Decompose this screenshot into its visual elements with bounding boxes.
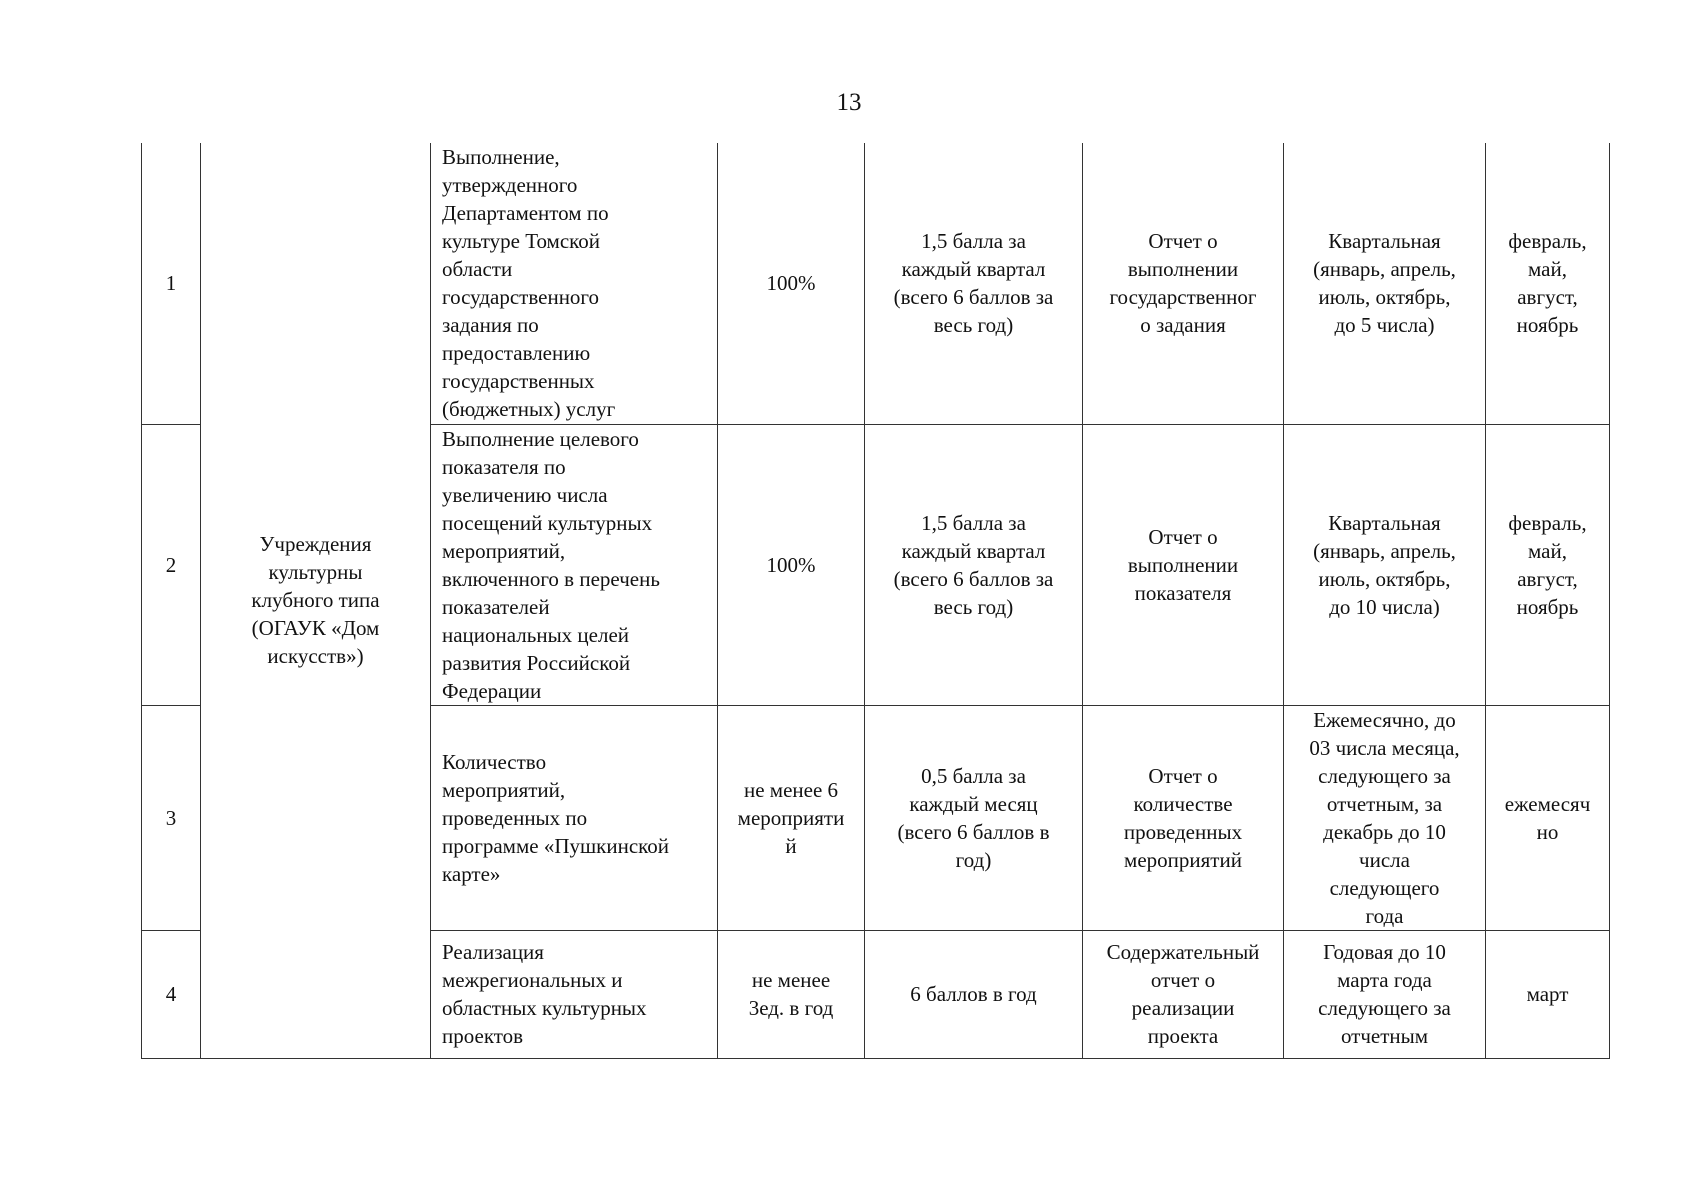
report-cell: Отчет о количестве проведенных мероприятий [1083,705,1284,930]
target-value-cell: 100% [718,143,865,424]
target-value-cell: не менее 3ед. в год [718,930,865,1058]
score-cell: 0,5 балла за каждый месяц (всего 6 баллов в год) [865,705,1083,930]
page-number: 13 [836,89,862,116]
target-value-cell: 100% [718,424,865,705]
row-number-cell: 2 [142,424,201,705]
row-number-cell: 1 [142,143,201,424]
score-cell: 1,5 балла за каждый квартал (всего 6 баллов за весь год) [865,424,1083,705]
indicator-cell: Количество мероприятий, проведенных по программе «Пушкинской карте» [431,705,718,930]
months-cell: февраль, май, август, ноябрь [1486,424,1610,705]
report-cell: Содержательный отчет о реализации проекта [1083,930,1284,1058]
indicator-cell: Реализация межрегиональных и областных культурных проектов [431,930,718,1058]
months-cell: ежемесяч но [1486,705,1610,930]
row-number-cell: 3 [142,705,201,930]
score-cell: 6 баллов в год [865,930,1083,1058]
institution-cell: Учреждения культурны клубного типа (ОГАУК «Дом искусств») [201,143,431,1058]
score-cell: 1,5 балла за каждый квартал (всего 6 баллов за весь год) [865,143,1083,424]
indicator-cell: Выполнение, утвержденного Департаментом по культуре Томской области государственного задания по предоставлению государственных (бюджетных) услуг [431,143,718,424]
periodicity-cell: Ежемесячно, до 03 числа месяца, следующего за отчетным, за декабрь до 10 числа следующего года [1284,705,1486,930]
indicator-cell: Выполнение целевого показателя по увеличению числа посещений культурных мероприятий, включенного в перечень показателей национальных целей развития Российской Федерации [431,424,718,705]
row-number-cell: 4 [142,930,201,1058]
target-value-cell: не менее 6 мероприяти й [718,705,865,930]
months-cell: февраль, май, август, ноябрь [1486,143,1610,424]
periodicity-cell: Годовая до 10 марта года следующего за отчетным [1284,930,1486,1058]
periodicity-cell: Квартальная (январь, апрель, июль, октябрь, до 10 числа) [1284,424,1486,705]
report-cell: Отчет о выполнении государственног о задания [1083,143,1284,424]
table-row [142,143,1610,424]
report-cell: Отчет о выполнении показателя [1083,424,1284,705]
criteria-table [141,143,1610,1059]
periodicity-cell: Квартальная (январь, апрель, июль, октябрь, до 5 числа) [1284,143,1486,424]
months-cell: март [1486,930,1610,1058]
